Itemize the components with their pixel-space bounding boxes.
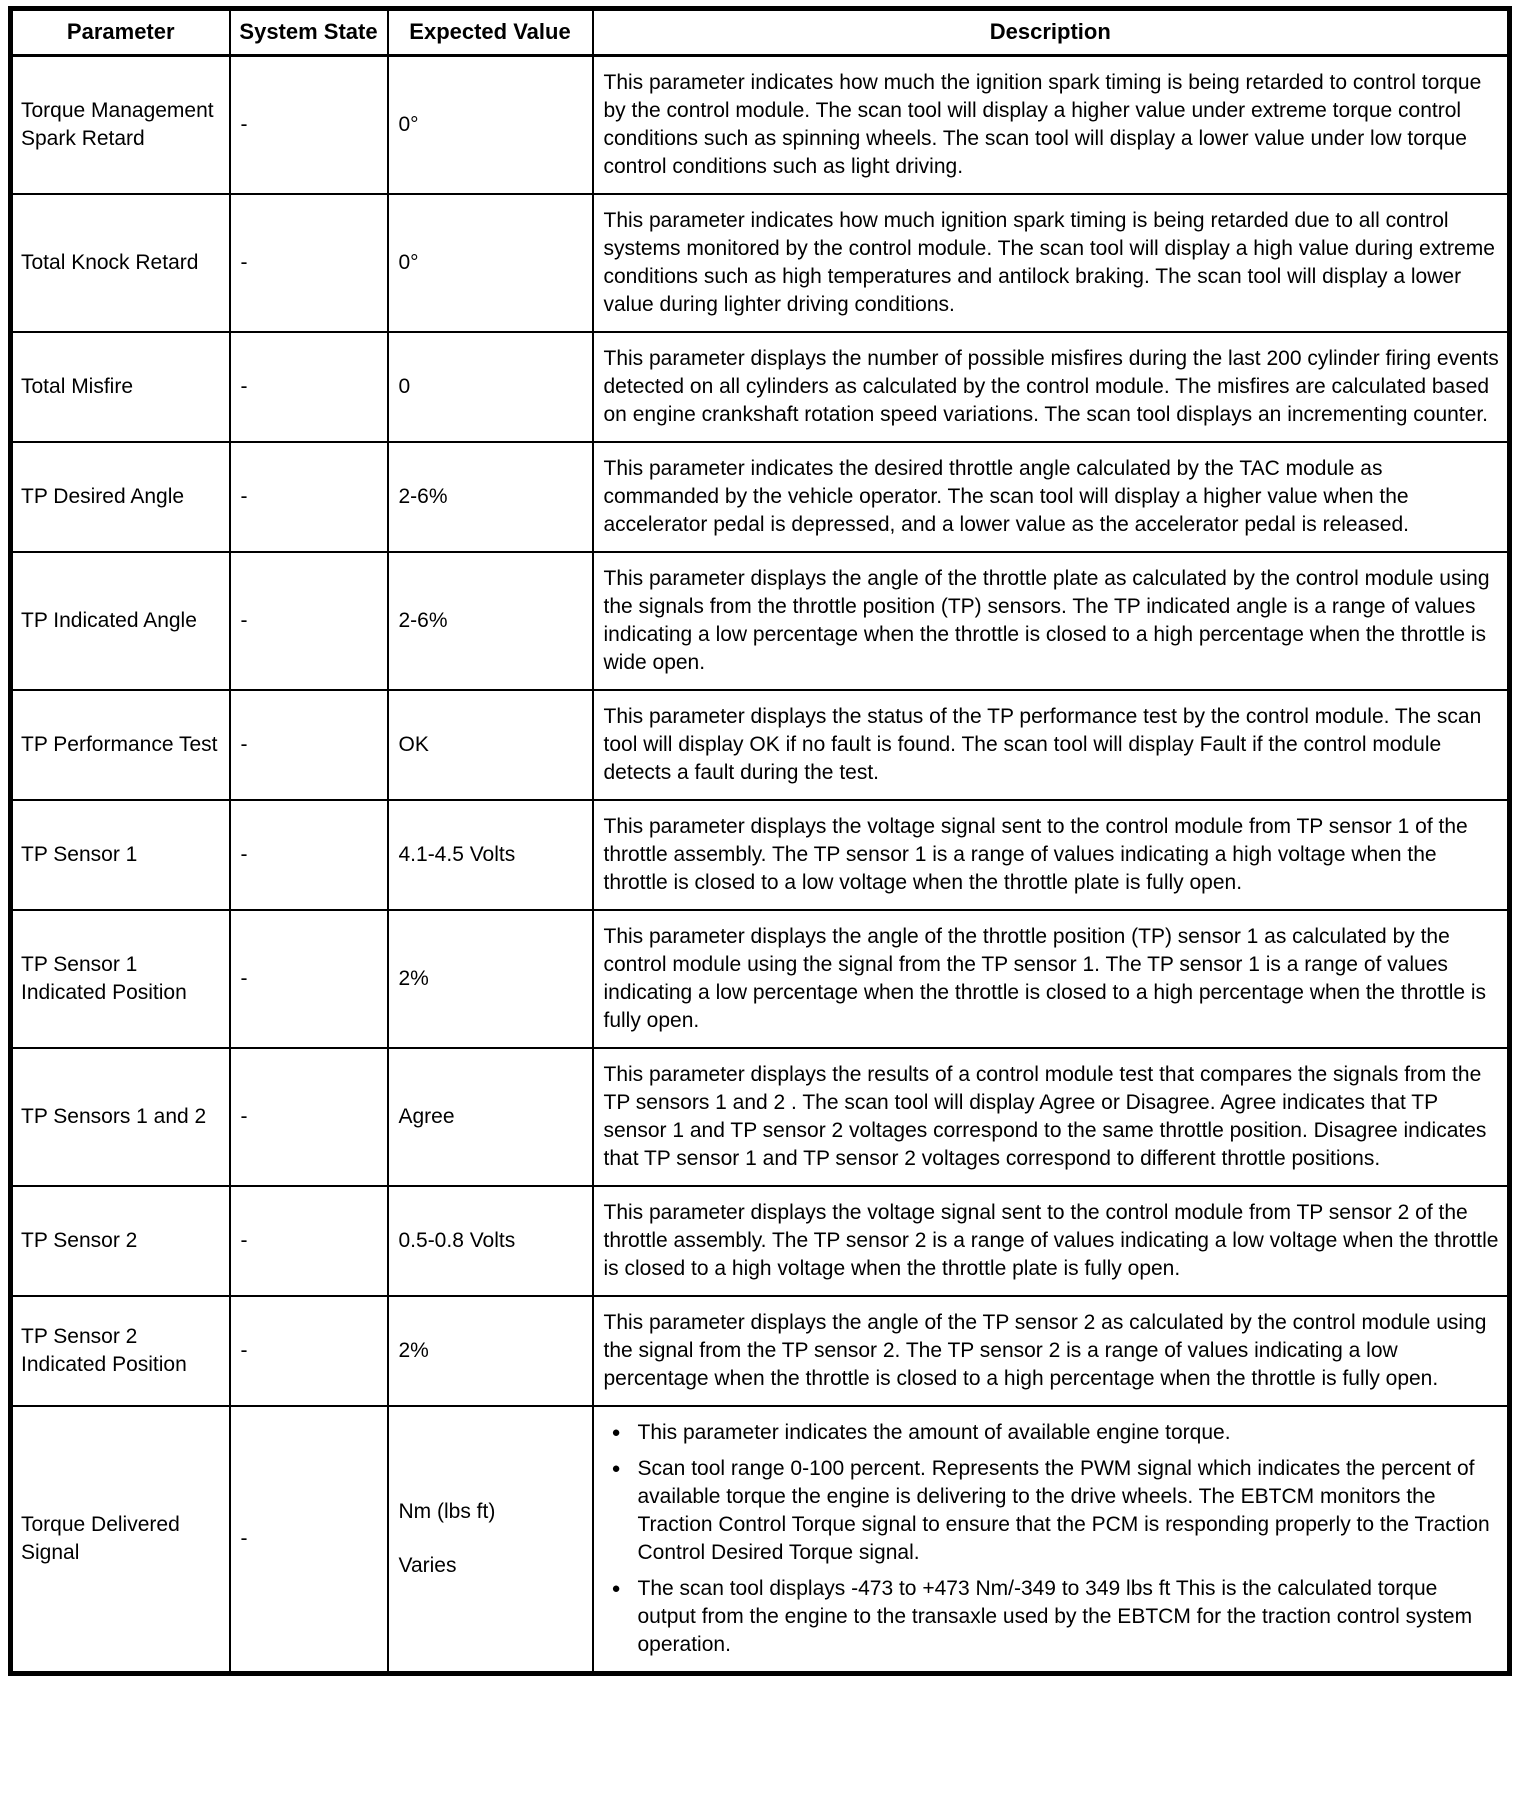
description-cell: [593, 1406, 1510, 1674]
table-row: [11, 442, 1510, 552]
table-row: [11, 1186, 1510, 1296]
parameter-cell: Total Knock Retard: [11, 194, 230, 332]
system-state-cell: -: [230, 1406, 388, 1674]
expected-value-line: Varies: [398, 1554, 457, 1577]
expected-value-cell: 0°: [388, 194, 593, 332]
parameter-cell: Torque Management Spark Retard: [11, 56, 230, 195]
parameter-cell: TP Sensor 2 Indicated Position: [11, 1296, 230, 1406]
description-cell: This parameter displays the angle of the throttle position (TP) sensor 1 as calculated by the control module using the signal from the TP sensor 1. The TP sensor 1 is a range of values indicating a low percentage when the throttle is closed to a high percentage when the throttle is fully open.: [593, 910, 1510, 1048]
system-state-cell: -: [230, 910, 388, 1048]
description-cell: This parameter indicates how much ignition spark timing is being retarded due to all control systems monitored by the control module. The scan tool will display a high value during extreme conditions such as high temperatures and antilock braking. The scan tool will display a lower value during lighter driving conditions.: [593, 194, 1510, 332]
header-system-state: System State: [230, 9, 388, 56]
expected-value-cell: Agree: [388, 1048, 593, 1186]
expected-value-cell: 0: [388, 332, 593, 442]
parameter-cell: TP Indicated Angle: [11, 552, 230, 690]
description-cell: This parameter indicates how much the ignition spark timing is being retarded to control torque by the control module. The scan tool will display a higher value under extreme torque control conditions such as spinning wheels. The scan tool will display a lower value under low torque control conditions such as light driving.: [593, 56, 1510, 195]
expected-value-cell: [388, 1406, 593, 1674]
header-description: Description: [593, 9, 1510, 56]
system-state-cell: -: [230, 194, 388, 332]
description-cell: This parameter displays the number of possible misfires during the last 200 cylinder firing events detected on all cylinders as calculated by the control module. The misfires are calculated based on engine crankshaft rotation speed variations. The scan tool displays an incrementing counter.: [593, 332, 1510, 442]
expected-value-cell: 0°: [388, 56, 593, 195]
parameter-cell: TP Sensor 2: [11, 1186, 230, 1296]
description-cell: This parameter indicates the desired throttle angle calculated by the TAC module as commanded by the vehicle operator. The scan tool will display a higher value when the accelerator pedal is depressed, and a lower value as the accelerator pedal is released.: [593, 442, 1510, 552]
expected-value-cell: 0.5-0.8 Volts: [388, 1186, 593, 1296]
parameter-cell: TP Sensors 1 and 2: [11, 1048, 230, 1186]
system-state-cell: -: [230, 690, 388, 800]
table-row: [11, 800, 1510, 910]
bullet-item: ● Scan tool range 0-100 percent. Represents the PWM signal which indicates the percent of available torque the engine is delivering to the drive wheels. The EBTCM monitors the Traction Control Torque signal to ensure that the PCM is responding properly to the Traction Control Desired Torque signal.: [604, 1455, 1502, 1567]
expected-value-cell: 4.1-4.5 Volts: [388, 800, 593, 910]
parameter-cell: TP Sensor 1: [11, 800, 230, 910]
expected-value-cell: 2%: [388, 1296, 593, 1406]
description-cell: This parameter displays the angle of the TP sensor 2 as calculated by the control module using the signal from the TP sensor 2. The TP sensor 2 is a range of values indicating a low percentage when the throttle is closed to a high percentage when the throttle is fully open.: [593, 1296, 1510, 1406]
description-cell: This parameter displays the results of a control module test that compares the signals from the TP sensors 1 and 2 . The scan tool will display Agree or Disagree. Agree indicates that TP sensor 1 and TP sensor 2 voltages correspond to the same throttle position. Disagree indicates that TP sensor 1 and TP sensor 2 voltages correspond to different throttle positions.: [593, 1048, 1510, 1186]
system-state-cell: -: [230, 552, 388, 690]
table-row: [11, 1048, 1510, 1186]
description-cell: This parameter displays the voltage signal sent to the control module from TP sensor 2 of the throttle assembly. The TP sensor 2 is a range of values indicating a low voltage when the throttle is closed to a high voltage when the throttle plate is fully open.: [593, 1186, 1510, 1296]
parameter-cell: Total Misfire: [11, 332, 230, 442]
table-row: [11, 194, 1510, 332]
parameter-cell: TP Performance Test: [11, 690, 230, 800]
system-state-cell: -: [230, 1296, 388, 1406]
scan-tool-parameters-table: [8, 6, 1512, 1676]
table-row: [11, 56, 1510, 195]
expected-value-cell: 2%: [388, 910, 593, 1048]
system-state-cell: -: [230, 800, 388, 910]
expected-value-cell: 2-6%: [388, 552, 593, 690]
header-expected-value: Expected Value: [388, 9, 593, 56]
header-parameter: Parameter: [11, 9, 230, 56]
table-row: [11, 910, 1510, 1048]
system-state-cell: -: [230, 1048, 388, 1186]
description-cell: This parameter displays the status of the TP performance test by the control module. The scan tool will display OK if no fault is found. The scan tool will display Fault if the control module detects a fault during the test.: [593, 690, 1510, 800]
system-state-cell: -: [230, 442, 388, 552]
table-row: [11, 690, 1510, 800]
expected-value-line: Nm (lbs ft): [398, 1500, 496, 1523]
description-cell: This parameter displays the voltage signal sent to the control module from TP sensor 1 of the throttle assembly. The TP sensor 1 is a range of values indicating a high voltage when the throttle is closed to a low voltage when the throttle plate is fully open.: [593, 800, 1510, 910]
bullet-item: ● This parameter indicates the amount of available engine torque.: [604, 1419, 1502, 1447]
expected-value-cell: OK: [388, 690, 593, 800]
system-state-cell: -: [230, 56, 388, 195]
description-bullet-list: [604, 1419, 1502, 1659]
table-row: [11, 1406, 1510, 1674]
table-header-row: [11, 9, 1510, 56]
table-row: [11, 552, 1510, 690]
table-row: [11, 332, 1510, 442]
description-cell: This parameter displays the angle of the throttle plate as calculated by the control module using the signals from the throttle position (TP) sensors. The TP indicated angle is a range of values indicating a low percentage when the throttle is closed to a high percentage when the throttle is wide open.: [593, 552, 1510, 690]
table-row: [11, 1296, 1510, 1406]
bullet-item: ● The scan tool displays -473 to +473 Nm/-349 to 349 lbs ft This is the calculated torque output from the engine to the transaxle used by the EBTCM for the traction control system operation.: [604, 1575, 1502, 1659]
system-state-cell: -: [230, 332, 388, 442]
system-state-cell: -: [230, 1186, 388, 1296]
parameter-cell: TP Sensor 1 Indicated Position: [11, 910, 230, 1048]
parameter-cell: TP Desired Angle: [11, 442, 230, 552]
expected-value-cell: 2-6%: [388, 442, 593, 552]
parameter-cell: Torque Delivered Signal: [11, 1406, 230, 1674]
